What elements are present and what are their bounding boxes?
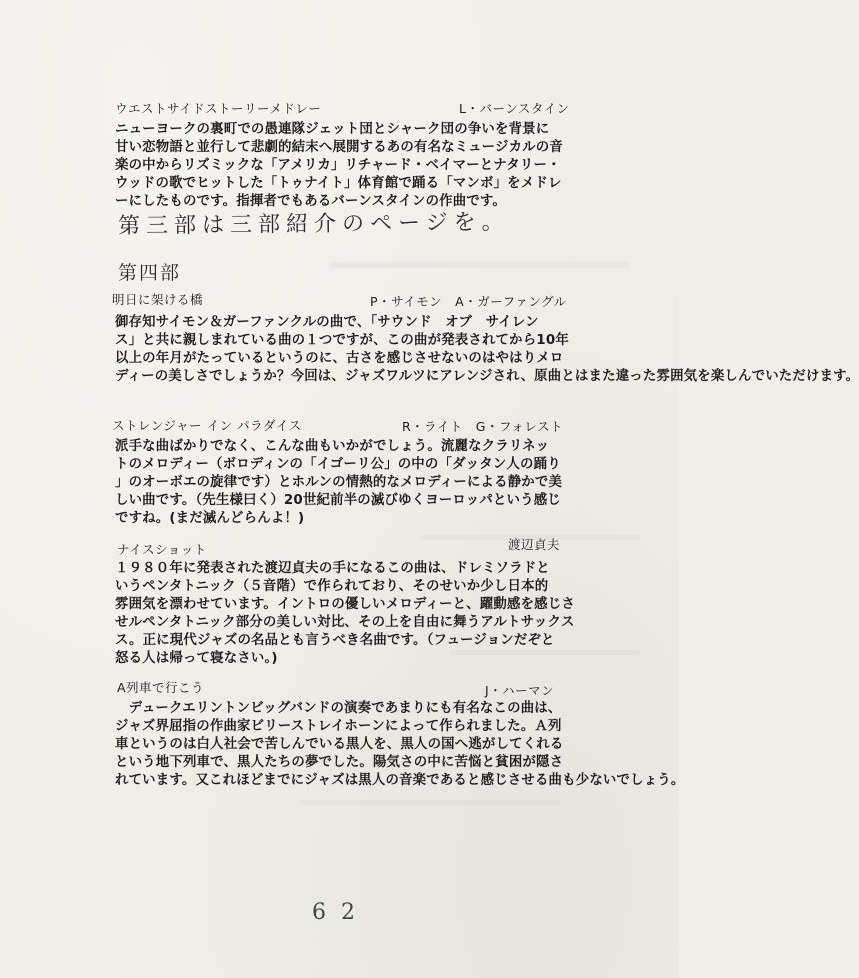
- entry-4-line: 怒る人は帰って寝なさい。): [115, 651, 278, 666]
- entry-4-line: １９８０年に発表された渡辺貞夫の手になるこの曲は、ドレミソラドと: [115, 561, 550, 576]
- entry-5-composer: J・ハーマン: [485, 683, 555, 698]
- entry-2-line: 以上の年月がたっているというのに、古さを感じさせないのはやはりメロ: [115, 351, 564, 366]
- entry-4-line: いうペンタトニック（５音階）で作られており、そのせいか少し日本的: [115, 579, 549, 594]
- entry-3-line: トのメロディー（ボロディンの「イゴーリ公」の中の「ダッタン人の踊り: [115, 457, 561, 472]
- entry-1-composer: L・バーンスタイン: [459, 101, 570, 116]
- entry-3-composer: R・ライト G・フォレスト: [402, 419, 563, 434]
- entry-3-line: ですね。(まだ滅んどらんよ！): [115, 511, 305, 526]
- entry-1-line: ーにしたものです。指揮者でもあるバーンスタインの作曲です。: [115, 194, 507, 209]
- entry-5-line: 車というのは白人社会で苦しんでいる黒人を、黒人の国へ逃がしてくれる: [115, 737, 564, 752]
- entry-1-title: ウエストサイドストーリーメドレー: [115, 101, 322, 116]
- entry-2-line: ディーの美しさでしょうか？今回は、ジャズワルツにアレンジされ、原曲とはまた違った雰囲気を楽しんでいただけます。: [115, 369, 859, 384]
- bleed-through-mark: [330, 262, 630, 268]
- entry-1-line: ウッドの歌でヒットした「トゥナイト」体育館で踊る「マンボ」をメドレ: [115, 176, 562, 191]
- entry-5-description: [115, 700, 684, 790]
- entry-2-line: 御存知サイモン＆ガーファンクルの曲で、「サウンド オブ サイレン: [115, 315, 539, 330]
- entry-2-title: 明日に架ける橋: [112, 292, 204, 307]
- page-number: 6 2: [312, 900, 359, 925]
- entry-1-description: [115, 121, 563, 211]
- entry-3-line: 」のオーボエの旋律です）とホルンの情熱的なメロディーによる静かで美: [115, 475, 563, 490]
- entry-2-composer: P・サイモン A・ガーファングル: [370, 294, 567, 309]
- bleed-through-mark: [300, 800, 560, 805]
- entry-4-title: ナイスショット: [117, 542, 207, 557]
- handwritten-note: 第三部は三部紹介のページを。: [117, 209, 510, 240]
- entry-1-line: ニューヨークの裏町での愚連隊ジェット団とシャーク団の争いを背景に: [115, 122, 550, 137]
- entry-5-line: という地下列車で、黒人たちの夢でした。陽気さの中に苦悩と貧困が隠さ: [115, 755, 564, 770]
- entry-3-description: [115, 438, 562, 528]
- entry-5-title: A列車で行こう: [117, 680, 205, 695]
- entry-5-line: ジャズ界屈指の作曲家ビリーストレイホーンによって作られました。Ａ列: [115, 719, 562, 734]
- entry-4-line: せルペンタトニック部分の美しい対比、その上を自由に舞うアルトサックス: [115, 615, 575, 630]
- entry-3-title: ストレンジャー イン パラダイス: [112, 418, 302, 433]
- entry-4-line: ス。正に現代ジャズの名品とも言うべき名曲です。（フュージョンだぞと: [115, 633, 555, 648]
- entry-2-description: [115, 314, 859, 386]
- entry-1-line: 楽の中からリズミックな「アメリカ」リチャード・ベイマーとナタリー・: [115, 158, 561, 173]
- entry-5-line: デュークエリントンビッグバンドの演奏であまりにも有名なこの曲は、: [115, 701, 562, 716]
- entry-4-line: 雰囲気を漂わせています。イントロの優しいメロディーと、躍動感を感じさ: [115, 597, 575, 612]
- entry-4-composer: 渡辺貞夫: [508, 537, 561, 552]
- entry-3-line: しい曲です。（先生様曰く）20世紀前半の滅びゆくヨーロッパという感じ: [115, 493, 561, 508]
- part-heading: 第四部: [118, 262, 182, 284]
- entry-4-description: [115, 560, 575, 668]
- entry-3-line: 派手な曲ばかりでなく、こんな曲もいかがでしょう。流麗なクラリネッ: [115, 439, 550, 454]
- entry-1-line: 甘い恋物語と並行して悲劇的結末へ展開するあの有名なミュージカルの音: [115, 140, 563, 155]
- entry-5-line: れています。又これほどまでにジャズは黒人の音楽であると感じさせる曲も少ないでしょう。: [115, 773, 685, 788]
- entry-2-line: ス」と共に親しまれている曲の１つですが、この曲が発表されてから10年: [115, 333, 569, 348]
